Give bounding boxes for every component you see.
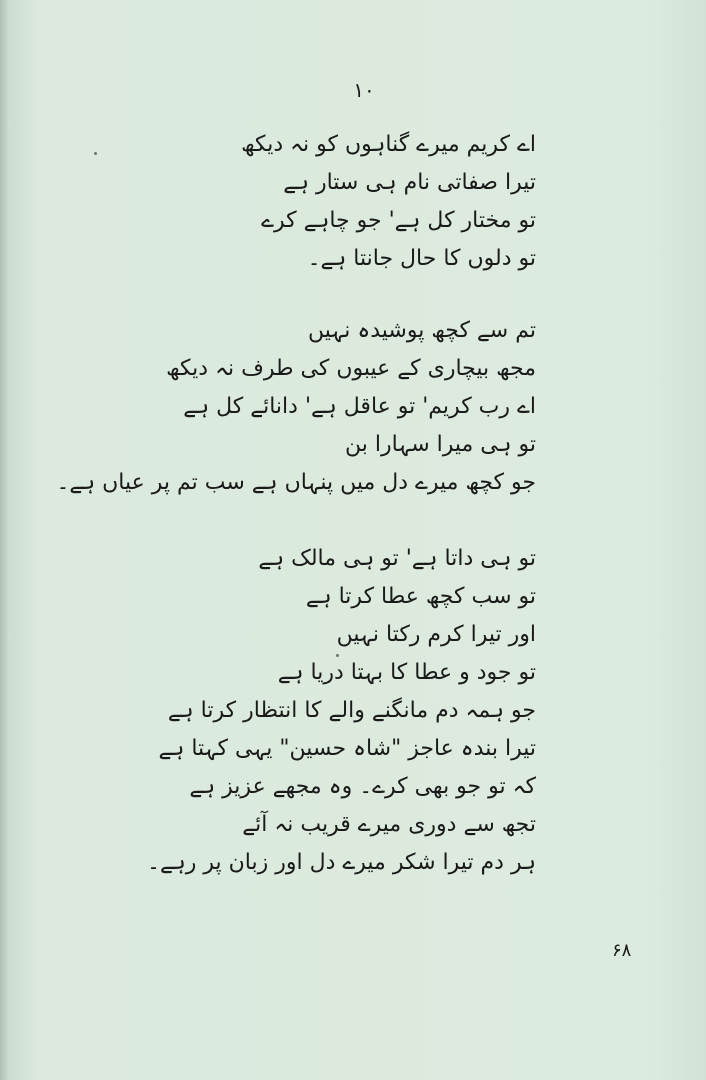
poem-line: کہ تو جو بھی کرے۔ وہ مجھے عزیز ہے bbox=[189, 774, 536, 799]
poem-line: تیرا صفاتی نام ہی ستار ہے bbox=[283, 170, 536, 195]
poem-line: ہر دم تیرا شکر میرے دل اور زبان پر رہے۔ bbox=[147, 850, 536, 875]
poem-line: تجھ سے دوری میرے قریب نہ آئے bbox=[242, 812, 536, 837]
poem-line: تو دلوں کا حال جانتا ہے۔ bbox=[307, 246, 536, 271]
stanza-2 bbox=[56, 312, 536, 502]
stanza-3 bbox=[147, 540, 536, 882]
poem-line: جو کچھ میرے دل میں پنہاں ہے سب تم پر عیاں ہے۔ bbox=[56, 470, 536, 495]
poem-line: تیرا بندہ عاجز "شاہ حسین" یہی کہتا ہے bbox=[158, 736, 536, 761]
paper-speck bbox=[94, 152, 97, 155]
poem-line: اے کریم میرے گناہوں کو نہ دیکھ bbox=[241, 132, 536, 157]
poem-line: اور تیرا کرم رکتا نہیں bbox=[336, 622, 536, 647]
poem-line: تم سے کچھ پوشیدہ نہیں bbox=[307, 318, 536, 343]
page-binding-edge bbox=[0, 0, 10, 1080]
paper-speck bbox=[336, 654, 339, 657]
poem-line: تو ہی داتا ہے' تو ہی مالک ہے bbox=[258, 546, 536, 571]
section-number: ۱۰ bbox=[353, 78, 375, 102]
stanza-1 bbox=[241, 126, 536, 278]
poem-line: تو جود و عطا کا بہتا دریا ہے bbox=[277, 660, 536, 685]
poem-line: اے رب کریم' تو عاقل ہے' دانائے کل ہے bbox=[183, 394, 536, 419]
poem-line: تو سب کچھ عطا کرتا ہے bbox=[305, 584, 536, 609]
poem-line: جو ہمہ دم مانگنے والے کا انتظار کرتا ہے bbox=[167, 698, 536, 723]
poem-line: مجھ بیچاری کے عیبوں کی طرف نہ دیکھ bbox=[166, 356, 536, 381]
page-number: ۶۸ bbox=[612, 940, 632, 961]
poem-line: تو ہی میرا سہارا بن bbox=[345, 432, 536, 457]
poem-line: تو مختار کل ہے' جو چاہے کرے bbox=[261, 208, 536, 233]
